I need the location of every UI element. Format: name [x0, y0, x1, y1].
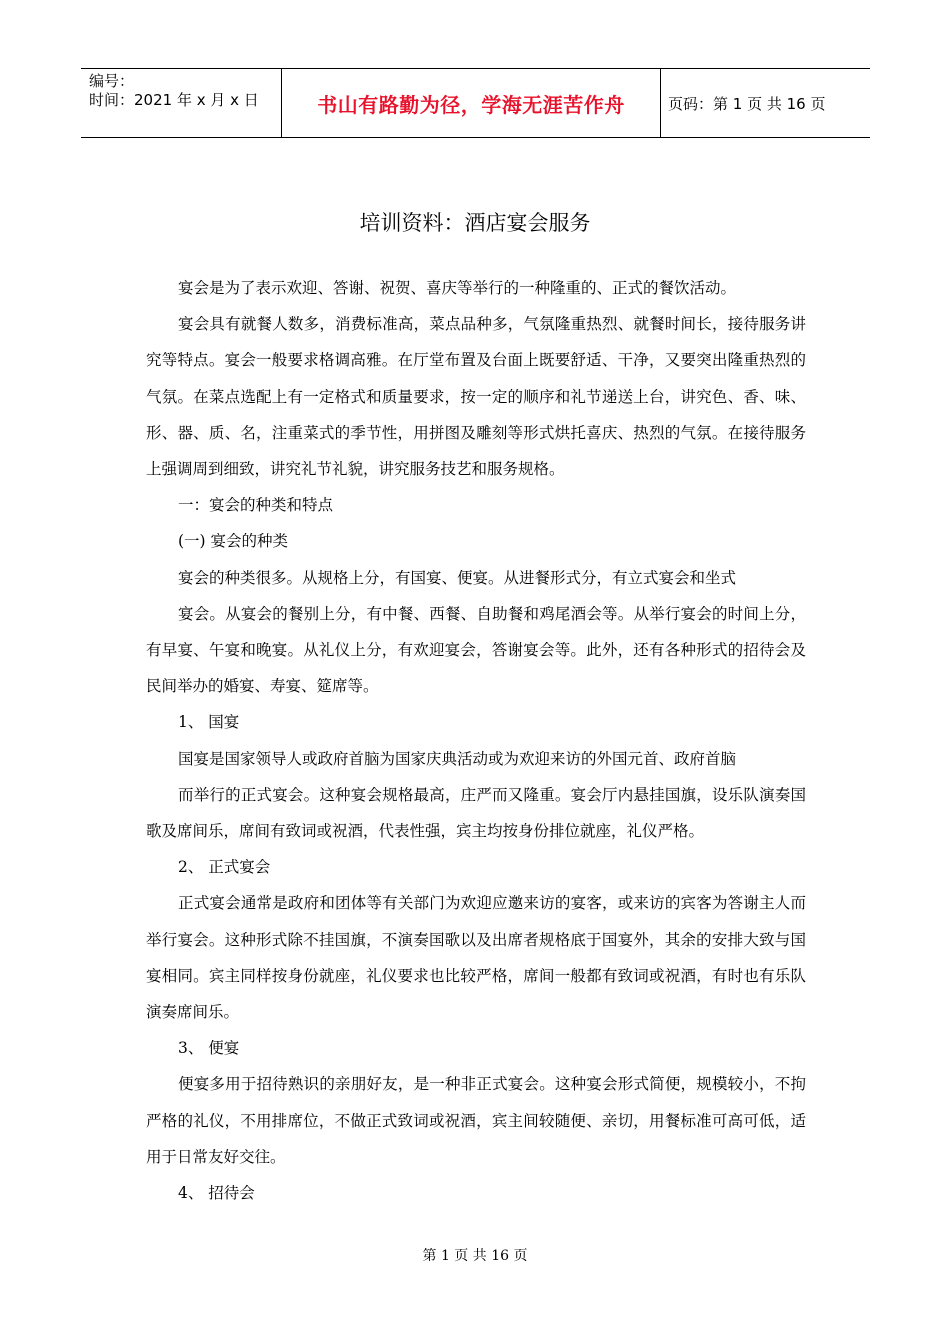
paragraph: 国宴是国家领导人或政府首脑为国家庆典活动或为欢迎来访的外国元首、政府首脑	[178, 749, 737, 768]
paragraph: 宴会具有就餐人数多，消费标准高，菜点品种多，气氛隆重热烈、就餐时间长，接待服务讲究等特点。宴会一般要求格调高雅。在厅堂布置及台面上既要舒适、干净，又要突出隆重热烈的气氛。在菜点选配上有一定格式和质量要求，按一定的顺序和礼节递送上台，讲究色、香、味、形、器、质、名，注重菜式的季节性，用拼图及雕刻等形式烘托喜庆、热烈的气氛。在接待服务上强调周到细致，讲究礼节礼貌，讲究服务技艺和服务规格。	[146, 315, 806, 479]
header-table	[81, 68, 870, 138]
document-title: 培训资料：酒店宴会服务	[359, 211, 591, 235]
item-heading: 3、 便宴	[178, 1039, 240, 1058]
paragraph: 便宴多用于招待熟识的亲朋好友，是一种非正式宴会。这种宴会形式简便，规模较小，不拘严格的礼仪，不用排席位，不做正式致词或祝酒，宾主间较随便、亲切，用餐标准可高可低，适用于日常友好交往。	[146, 1075, 806, 1166]
subsection-heading: (一) 宴会的种类	[178, 532, 289, 551]
date-label: 时间：2021 年 x 月 x 日	[89, 91, 259, 109]
item-heading: 2、 正式宴会	[178, 858, 271, 877]
number-label: 编号：	[89, 72, 135, 90]
motto: 书山有路勤为径，学海无涯苦作舟	[282, 69, 661, 137]
paragraph: 宴会是为了表示欢迎、答谢、祝贺、喜庆等举行的一种隆重的、正式的餐饮活动。	[178, 279, 737, 297]
header-left-cell	[81, 69, 282, 137]
page-footer: 第 1 页 共 16 页	[422, 1248, 528, 1264]
item-heading: 4、 招待会	[178, 1184, 255, 1203]
paragraph: 而举行的正式宴会。这种宴会规格最高，庄严而又隆重。宴会厅内悬挂国旗，设乐队演奏国歌及席间乐，席间有致词或祝酒，代表性强，宾主均按身份排位就座，礼仪严格。	[146, 785, 806, 841]
document-body	[146, 270, 806, 1211]
paragraph: 宴会。从宴会的餐别上分，有中餐、西餐、自助餐和鸡尾酒会等。从举行宴会的时间上分，有早宴、午宴和晚宴。从礼仪上分，有欢迎宴会，答谢宴会等。此外，还有各种形式的招待会及民间举办的婚宴、寿宴、筵席等。	[146, 604, 806, 696]
page-label: 页码：第 1 页 共 16 页	[668, 94, 826, 113]
section-heading: 一：宴会的种类和特点	[178, 496, 334, 515]
item-heading: 1、 国宴	[178, 713, 240, 732]
paragraph: 正式宴会通常是政府和团体等有关部门为欢迎应邀来访的宴客，或来访的宾客为答谢主人而举行宴会。这种形式除不挂国旗，不演奏国歌以及出席者规格底于国宴外，其余的安排大致与国宴相同。宾主同样按身份就座，礼仪要求也比较严格，席间一般都有致词或祝酒，有时也有乐队演奏席间乐。	[146, 894, 806, 1022]
paragraph: 宴会的种类很多。从规格上分，有国宴、便宴。从进餐形式分，有立式宴会和坐式	[178, 568, 737, 587]
